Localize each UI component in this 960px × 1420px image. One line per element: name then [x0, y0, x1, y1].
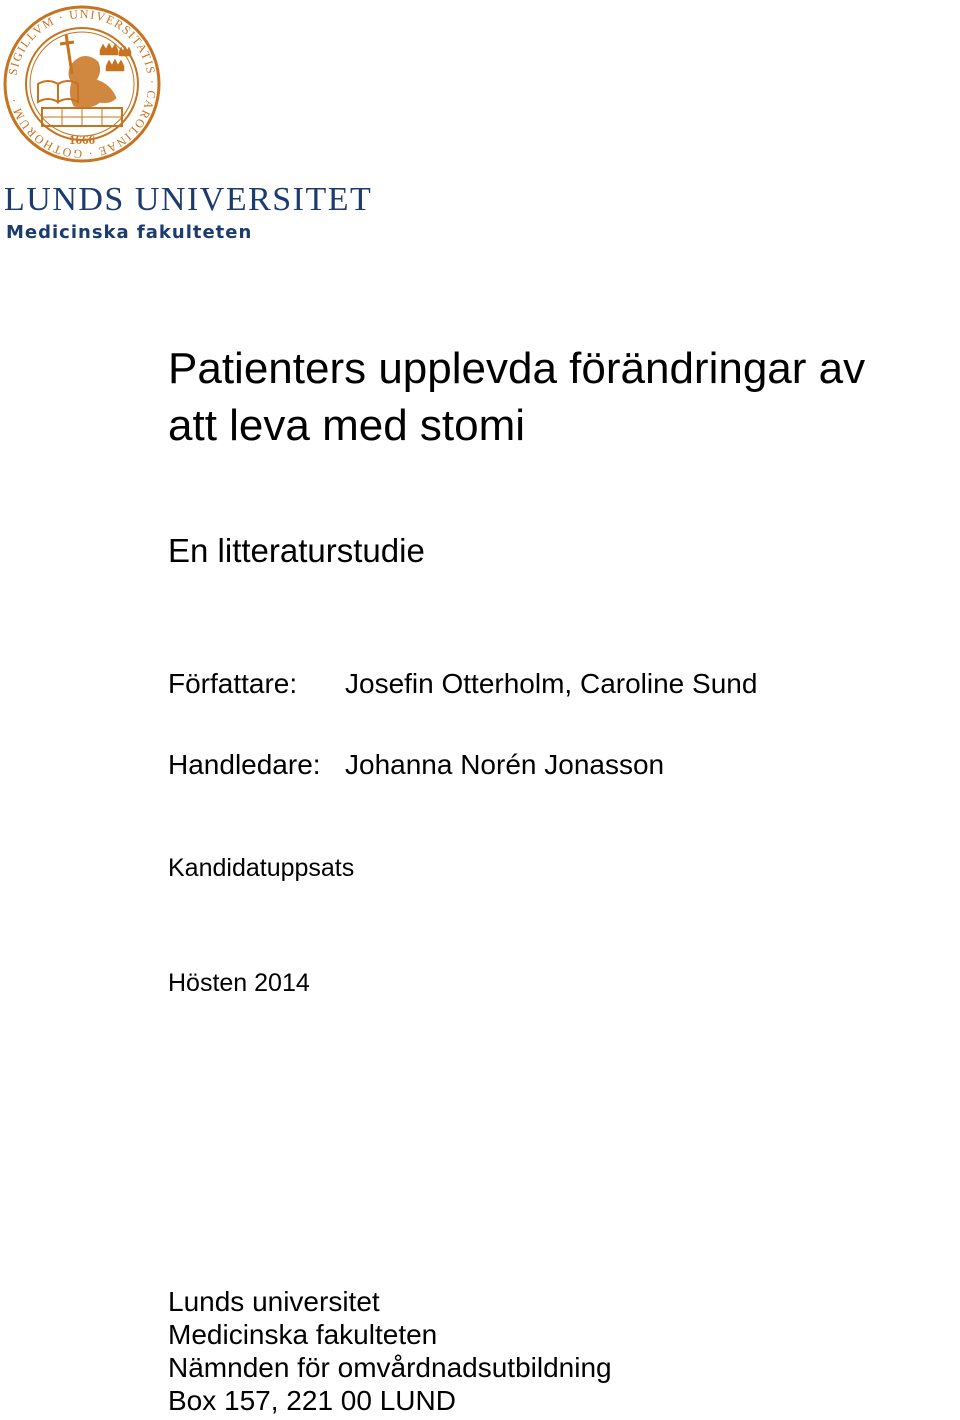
thesis-title-line: att leva med stomi: [168, 401, 526, 450]
supervisor-label: Handledare:: [168, 749, 321, 780]
address-line: Nämnden för omvårdnadsutbildning: [168, 1352, 612, 1383]
thesis-type: Kandidatuppsats: [168, 854, 355, 882]
supervisor-row: [168, 748, 665, 782]
thesis-title: [168, 340, 865, 454]
supervisor-value: Johanna Norén Jonasson: [345, 749, 665, 780]
authors-label: Författare:: [168, 668, 298, 699]
address-line: Medicinska fakulteten: [168, 1319, 438, 1350]
faculty-wordmark: Medicinska fakulteten: [6, 222, 253, 243]
address-line: Box 157, 221 00 LUND: [168, 1385, 456, 1416]
university-seal-logo: [2, 4, 162, 164]
address-line: Lunds universitet: [168, 1286, 380, 1317]
university-wordmark: LUNDS UNIVERSITET: [4, 181, 373, 218]
thesis-subtitle: En litteraturstudie: [168, 532, 425, 569]
institution-address: [168, 1285, 612, 1417]
svg-text:1666: 1666: [69, 132, 95, 147]
authors-value: Josefin Otterholm, Caroline Sund: [345, 668, 758, 699]
authors-row: [168, 667, 758, 701]
thesis-title-line: Patienters upplevda förändringar av: [168, 344, 866, 393]
svg-text:SIGILLVM · UNIVERSITATIS · CAR: SIGILLVM · UNIVERSITATIS · CAROLINAE · GOTHORUM ·: [5, 6, 160, 162]
semester: Hösten 2014: [168, 969, 310, 997]
